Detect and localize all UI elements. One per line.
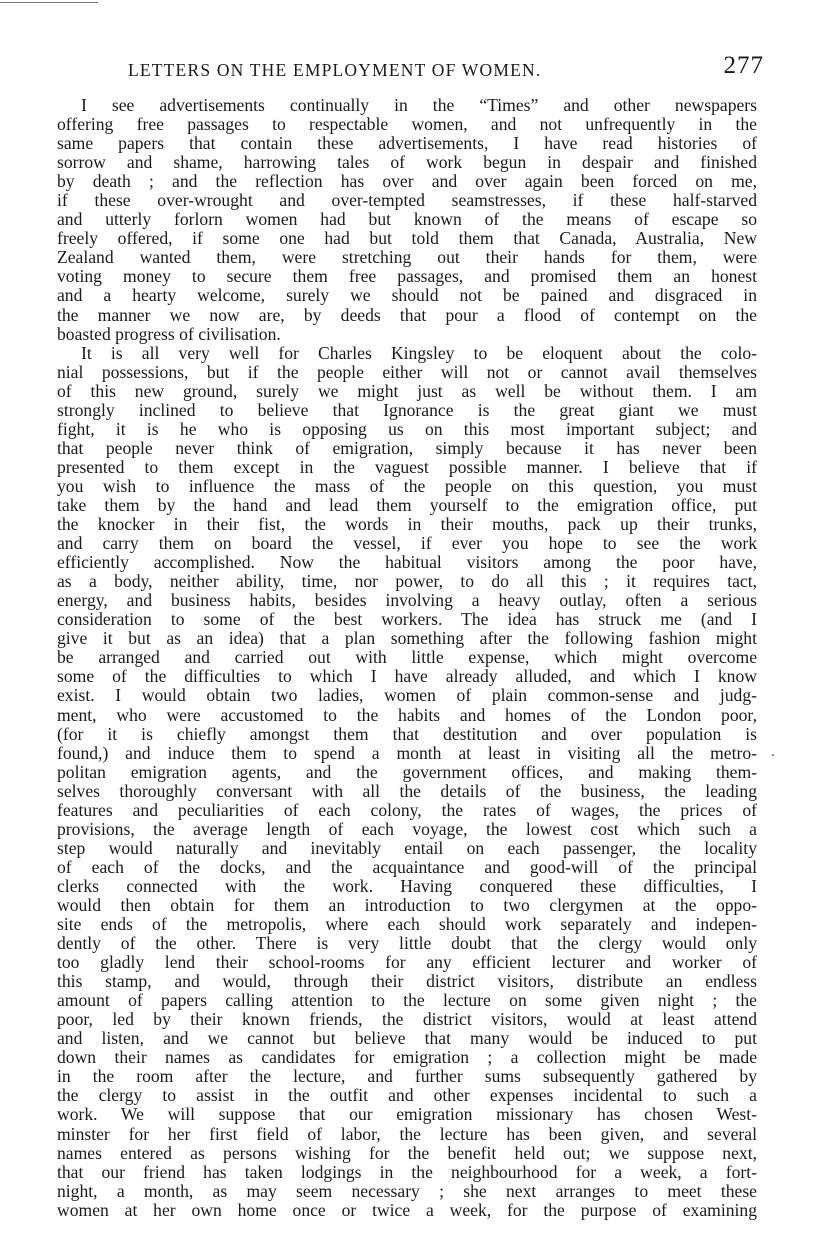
text-line: nial possessions, but if the people either will not or cannot avail themselves (57, 362, 757, 382)
text-line: minster for her first field of labor, the lecture has been given, and several (57, 1124, 757, 1144)
text-line: ment, who were accustomed to the habits and homes of the London poor, (57, 705, 757, 725)
text-line: sorrow and shame, harrowing tales of work begun in despair and finished (57, 153, 757, 173)
text-line: in the room after the lecture, and further sums subsequently gathered by (57, 1067, 757, 1087)
text-line: some of the difficulties to which I have already alluded, and which I know (57, 667, 757, 687)
text-line: that our friend has taken lodgings in the neighbourhood for a week, a fort- (57, 1162, 757, 1182)
text-line: this stamp, and would, through their district visitors, distribute an endless (57, 972, 757, 992)
text-line: features and peculiarities of each colony, the rates of wages, the prices of (57, 800, 757, 820)
text-line: and carry them on board the vessel, if ever you hope to see the work (57, 534, 757, 554)
text-line: same papers that contain these advertisements, I have read histories of (57, 134, 757, 154)
text-line: and utterly forlorn women had but known of the means of escape so (57, 210, 757, 230)
text-line: boasted progress of civilisation. (57, 324, 281, 344)
text-line: site ends of the metropolis, where each should work separately and indepen- (57, 915, 757, 935)
text-line: efficiently accomplished. Now the habitual visitors among the poor have, (57, 553, 757, 573)
text-line: dently of the other. There is very little doubt that the clergy would only (57, 934, 757, 954)
page-header (58, 52, 764, 82)
text-line: Zealand wanted them, were stretching out their hands for them, were (57, 248, 757, 268)
text-line: and listen, and we cannot but believe that many would be induced to put (57, 1029, 757, 1049)
body-text (57, 96, 757, 1220)
text-line: would then obtain for them an introduction to two clergymen at the oppo- (57, 895, 757, 915)
text-line: too gladly lend their school-rooms for any efficient lecturer and worker of (57, 953, 757, 973)
running-title: LETTERS ON THE EMPLOYMENT OF WOMEN. (128, 60, 542, 80)
text-line: night, a month, as may seem necessary ; she next arranges to meet these (57, 1181, 757, 1201)
text-line: exist. I would obtain two ladies, women of plain common-sense and judg- (57, 686, 757, 706)
text-line: consideration to some of the best workers. The idea has struck me (and I (57, 610, 757, 630)
text-line: the clergy to assist in the outfit and other expenses incidental to such a (57, 1086, 757, 1106)
text-line: if these over-wrought and over-tempted seamstresses, if these half-starved (57, 191, 757, 211)
text-line: fight, it is he who is opposing us on this most important subject; and (57, 419, 757, 439)
text-line: and a hearty welcome, surely we should not be pained and disgraced in (57, 286, 757, 306)
text-line: (for it is chiefly amongst them that destitution and over population is (57, 724, 757, 744)
text-line: as a body, neither ability, time, nor power, to do all this ; it requires tact, (57, 572, 757, 592)
text-line: amount of papers calling attention to the lecture on some given night ; the (57, 991, 757, 1011)
text-line: down their names as candidates for emigration ; a collection might be made (57, 1048, 757, 1068)
text-line: I see advertisements continually in the “Times” and other newspapers (81, 96, 757, 115)
text-line: found,) and induce them to spend a month at least in visiting all the metro- (57, 743, 757, 763)
text-line: names entered as persons wishing for the benefit held out; we suppose next, (57, 1143, 757, 1163)
top-rule (0, 2, 98, 3)
text-line: voting money to secure them free passages, and promised them an honest (57, 267, 757, 287)
text-line: work. We will suppose that our emigration missionary has chosen West- (57, 1105, 757, 1125)
text-line: strongly inclined to believe that Ignorance is the great giant we must (57, 400, 757, 420)
text-line: the manner we now are, by deeds that pour a flood of contempt on the (57, 305, 757, 325)
text-line: take them by the hand and lead them yourself to the emigration office, put (57, 495, 757, 515)
text-line: energy, and business habits, besides involving a heavy outlay, often a serious (57, 591, 757, 611)
text-line: that people never think of emigration, simply because it has never been (57, 438, 757, 458)
text-line: selves thoroughly conversant with all the details of the business, the leading (57, 781, 757, 801)
text-line: of each of the docks, and the acquaintance and good-will of the principal (57, 857, 757, 877)
text-line: you wish to influence the mass of the people on this question, you must (57, 476, 757, 496)
page-number: 277 (723, 52, 764, 79)
text-line: politan emigration agents, and the government offices, and making them- (57, 762, 757, 782)
text-line: women at her own home once or twice a week, for the purpose of examining (57, 1200, 757, 1220)
text-line: be arranged and carried out with little expense, which might overcome (57, 648, 757, 668)
text-line: freely offered, if some one had but told them that Canada, Australia, New (57, 229, 757, 249)
text-line: of this new ground, surely we might just as well be without them. I am (57, 381, 757, 401)
margin-mark (772, 754, 774, 756)
text-line: by death ; and the reflection has over and over again been forced on me, (57, 172, 757, 192)
text-line: poor, led by their known friends, the district visitors, would at least attend (57, 1010, 757, 1030)
text-line: the knocker in their fist, the words in their mouths, pack up their trunks, (57, 515, 757, 535)
text-line: presented to them except in the vaguest possible manner. I believe that if (57, 457, 757, 477)
text-line: It is all very well for Charles Kingsley to be eloquent about the colo- (81, 343, 757, 363)
text-line: offering free passages to respectable women, and not unfrequently in the (57, 115, 757, 135)
text-line: give it but as an idea) that a plan something after the following fashion might (57, 629, 757, 649)
text-line: clerks connected with the work. Having conquered these difficulties, I (57, 876, 757, 896)
text-line: provisions, the average length of each voyage, the lowest cost which such a (57, 819, 757, 839)
text-line: step would naturally and inevitably entail on each passenger, the locality (57, 838, 757, 858)
